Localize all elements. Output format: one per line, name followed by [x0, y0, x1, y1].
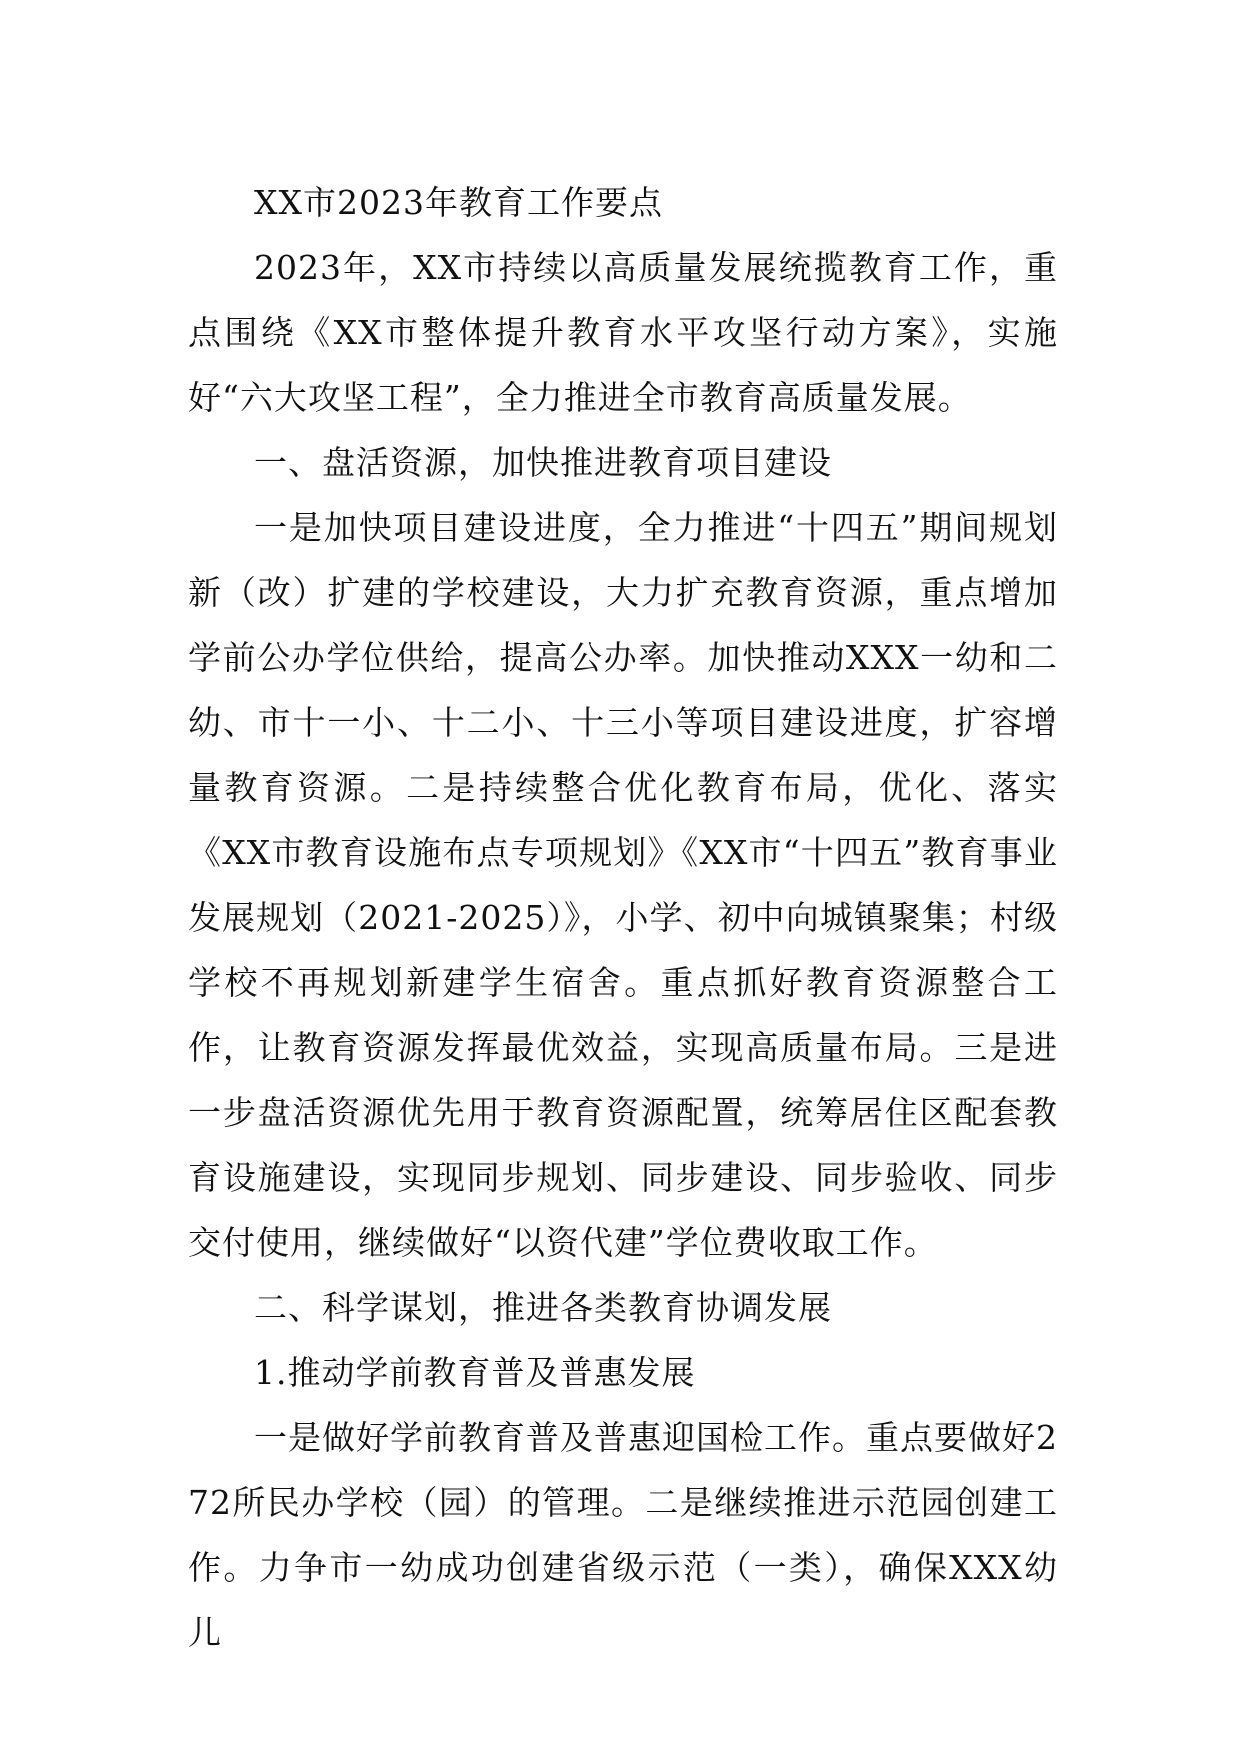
document-title: XX市2023年教育工作要点	[254, 183, 663, 222]
document-body	[188, 170, 1058, 1665]
section-1-heading: 一、盘活资源，加快推进教育项目建设	[254, 443, 832, 482]
section-2-heading: 二、科学谋划，推进各类教育协调发展	[254, 1288, 832, 1327]
subsection-1-paragraph: 一是做好学前教育普及普惠迎国检工作。重点要做好272所民办学校（园）的管理。二是继续推进示范园创建工作。力争市一幼成功创建省级示范（一类），确保XXX幼儿	[188, 1418, 1058, 1652]
subsection-1-heading: 1.推动学前教育普及普惠发展	[254, 1353, 696, 1392]
section-1-paragraph: 一是加快项目建设进度，全力推进“十四五”期间规划新（改）扩建的学校建设，大力扩充教育资源，重点增加学前公办学位供给，提高公办率。加快推动XXX一幼和二幼、市十一小、十二小、十三小等项目建设进度，扩容增量教育资源。二是持续整合优化教育布局，优化、落实《XX市教育设施布点专项规划》《XX市“十四五”教育事业发展规划（2021-2025）》，小学、初中向城镇聚集；村级学校不再规划新建学生宿舍。重点抓好教育资源整合工作，让教育资源发挥最优效益，实现高质量布局。三是进一步盘活资源优先用于教育资源配置，统筹居住区配套教育设施建设，实现同步规划、同步建设、同步验收、同步交付使用，继续做好“以资代建”学位费收取工作。	[188, 508, 1058, 1262]
intro-paragraph: 2023年，XX市持续以高质量发展统揽教育工作，重点围绕《XX市整体提升教育水平攻坚行动方案》，实施好“六大攻坚工程”，全力推进全市教育高质量发展。	[188, 248, 1058, 417]
